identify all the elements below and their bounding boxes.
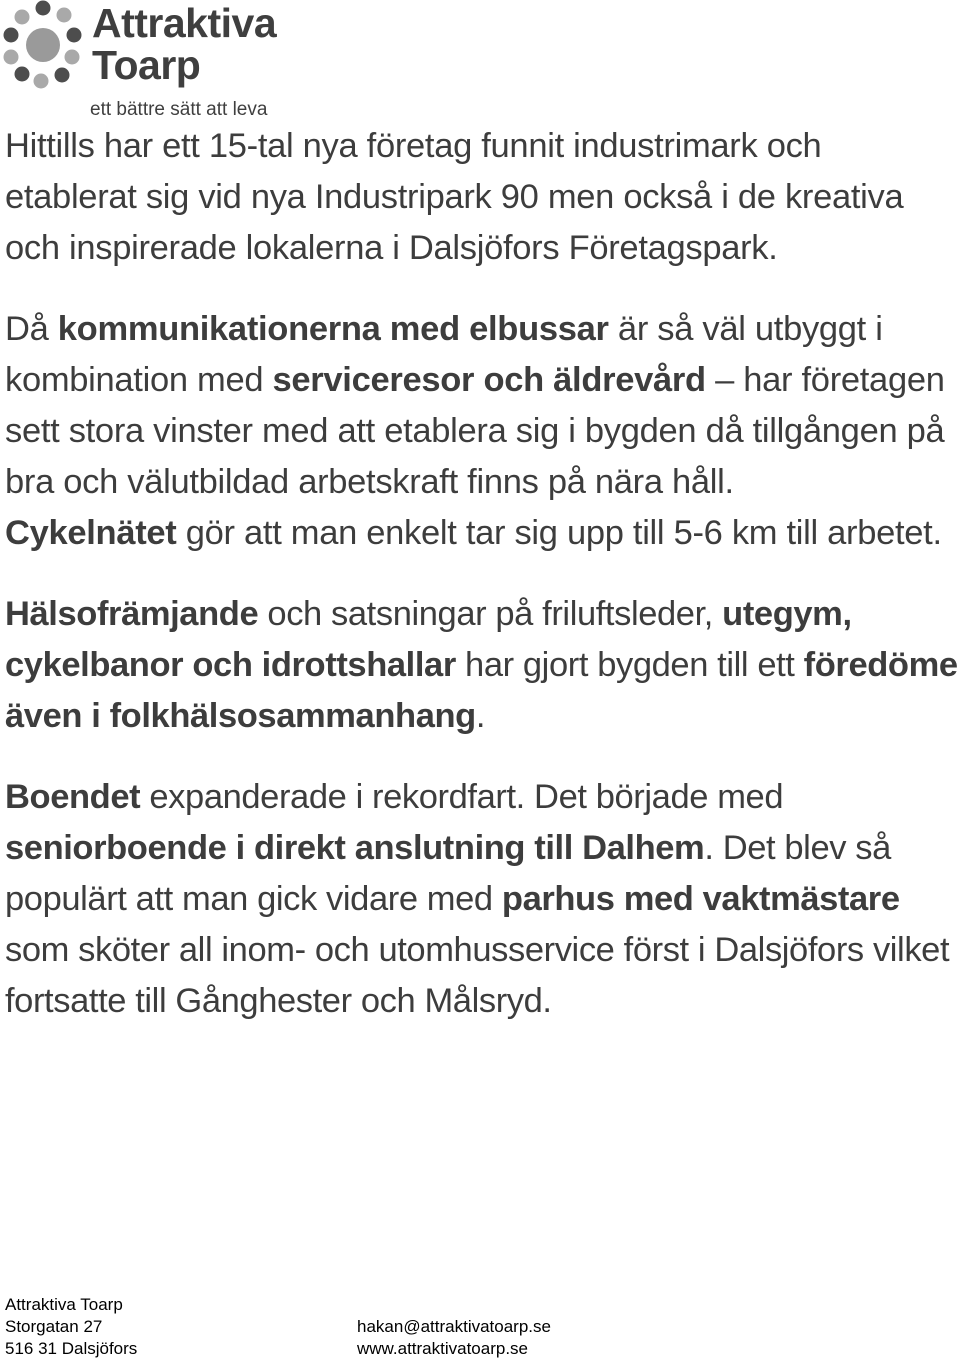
footer-email[interactable]: hakan@attraktivatoarp.se	[357, 1317, 551, 1336]
bold-text: serviceresor och äldrevård	[272, 361, 706, 399]
logo-name	[92, 2, 276, 86]
paragraph-communications	[5, 304, 960, 559]
footer-contact	[357, 1316, 551, 1360]
bold-text: kommunikationerna med elbussar	[57, 310, 609, 348]
footer-city: 516 31 Dalsjöfors	[5, 1339, 138, 1358]
paragraph-companies	[5, 121, 960, 274]
bold-text: parhus med vaktmästare	[501, 880, 900, 918]
text: .	[475, 697, 486, 735]
bold-text: utegym, cykelbanor och idrottshallar	[5, 595, 852, 684]
text: har gjort bygden till ett	[455, 646, 804, 684]
text: . Det blev så populärt att man gick vidare med	[5, 829, 891, 918]
bold-text: Hälsofrämjande	[5, 595, 259, 633]
footer-address	[5, 1294, 137, 1360]
text: expanderade i rekordfart. Det började med	[140, 778, 784, 816]
bold-text: Cykelnätet	[5, 514, 177, 552]
footer-org: Attraktiva Toarp	[5, 1295, 123, 1314]
logo-name-line1: Attraktiva	[92, 0, 277, 46]
text: Hittills har ett 15-tal nya företag funnit industrimark och etablerat sig vid nya Industripark 90 men också i de kreativa och inspirerade lokalerna i Dalsjöfors Företagspark.	[5, 127, 904, 267]
text: och satsningar på friluftsleder,	[258, 595, 723, 633]
bold-text: seniorboende i direkt anslutning till Dalhem	[5, 829, 705, 867]
logo-name-line2: Toarp	[92, 42, 201, 88]
text: Då	[5, 310, 58, 348]
logo	[0, 0, 300, 126]
circle-dots-icon	[0, 0, 90, 92]
paragraph-housing	[5, 772, 960, 1027]
paragraph-health	[5, 589, 960, 742]
bold-text: Boendet	[5, 778, 141, 816]
footer-web[interactable]: www.attraktivatoarp.se	[357, 1339, 529, 1358]
document-body	[5, 121, 960, 1027]
footer-street: Storgatan 27	[5, 1317, 103, 1336]
text: gör att man enkelt tar sig upp till 5-6 km till arbetet.	[176, 514, 942, 552]
logo-tagline: ett bättre sätt att leva	[90, 99, 268, 120]
bold-text: föredöme även i folkhälsosammanhang	[5, 646, 958, 735]
text: som sköter all inom- och utomhusservice först i Dalsjöfors vilket fortsatte till Gånghester och Målsryd.	[5, 931, 950, 1020]
text: – har företagen sett stora vinster med att etablera sig i bygden då tillgången på bra och välutbildad arbetskraft finns på nära håll.	[5, 361, 945, 501]
text: är så väl utbyggt i kombination med	[5, 310, 883, 399]
